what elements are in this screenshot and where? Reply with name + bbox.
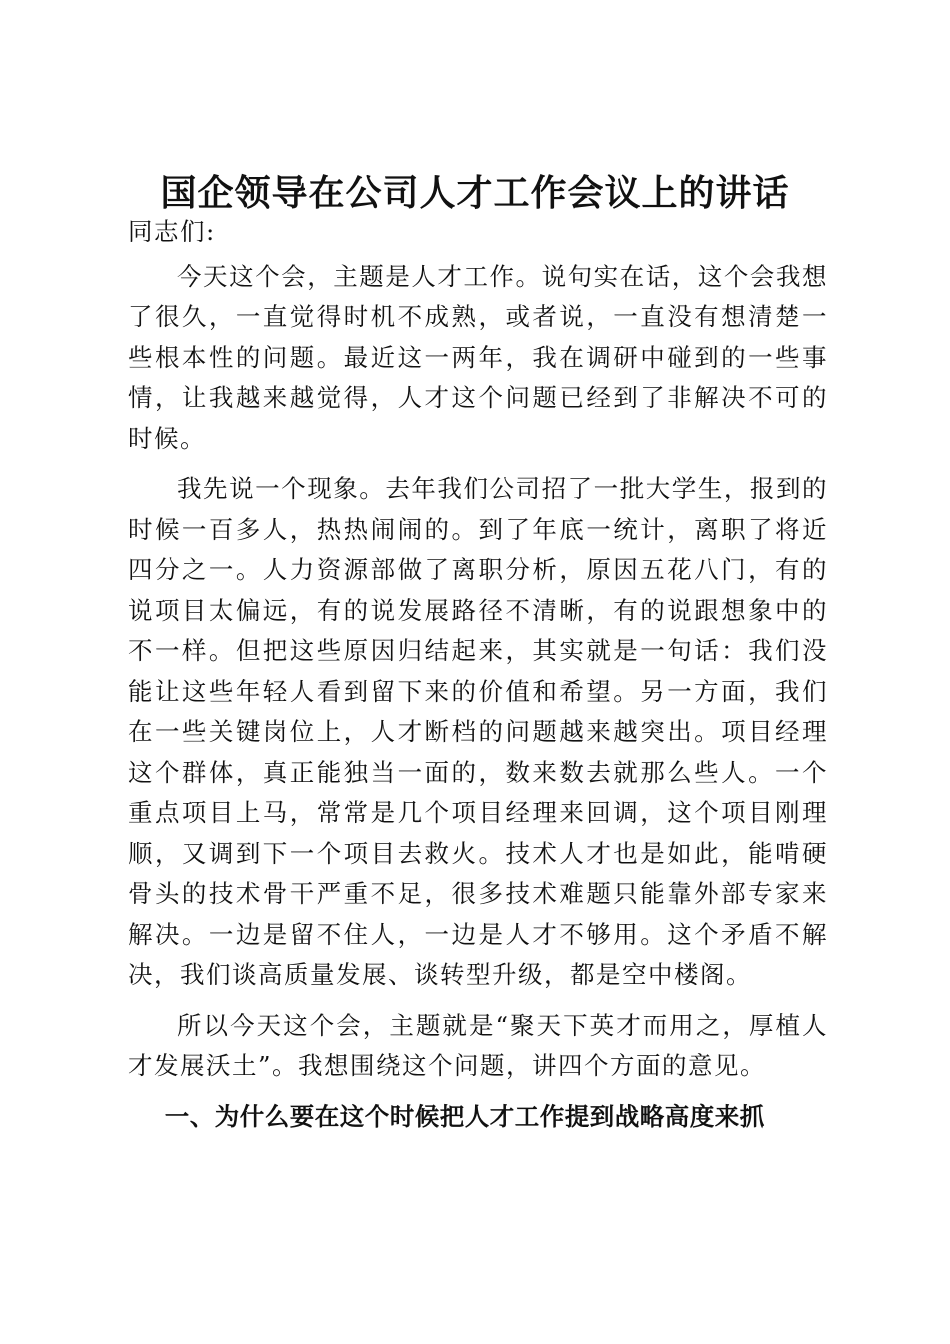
paragraph-phenomenon: 我先说一个现象。去年我们公司招了一批大学生，报到的时候一百多人，热热闹闹的。到了年底一统计，离职了将近四分之一。人力资源部做了离职分析，原因五花八门，有的说项目太偏远，有的说发展路径不清晰，有的说跟想象中的不一样。但把这些原因归结起来，其实就是一句话：我们没能让这些年轻人看到留下来的价值和希望。另一方面，我们在一些关键岗位上，人才断档的问题越来越突出。项目经理这个群体，真正能独当一面的，数来数去就那么些人。一个重点项目上马，常常是几个项目经理来回调，这个项目刚理顺，又调到下一个项目去救火。技术人才也是如此，能啃硬骨头的技术骨干严重不足，很多技术难题只能靠外部专家来解决。一边是留不住人，一边是人才不够用。这个矛盾不解决，我们谈高质量发展、谈转型升级，都是空中楼阁。 — [128, 474, 828, 989]
paragraph-theme: 所以今天这个会，主题就是“聚天下英才而用之，厚植人才发展沃土”。我想围绕这个问题，讲四个方面的意见。 — [128, 1010, 828, 1080]
greeting: 同志们: — [128, 217, 216, 246]
document-body — [128, 212, 828, 1147]
section-heading: 一、为什么要在这个时候把人才工作提到战略高度来抓 — [164, 1101, 765, 1131]
document-title: 国企领导在公司人才工作会议上的讲话 — [160, 172, 790, 214]
paragraph-intro: 今天这个会，主题是人才工作。说句实在话，这个会我想了很久，一直觉得时机不成熟，或者说，一直没有想清楚一些根本性的问题。最近这一两年，我在调研中碰到的一些事情，让我越来越觉得，人才这个问题已经到了非解决不可的时候。 — [128, 261, 828, 453]
